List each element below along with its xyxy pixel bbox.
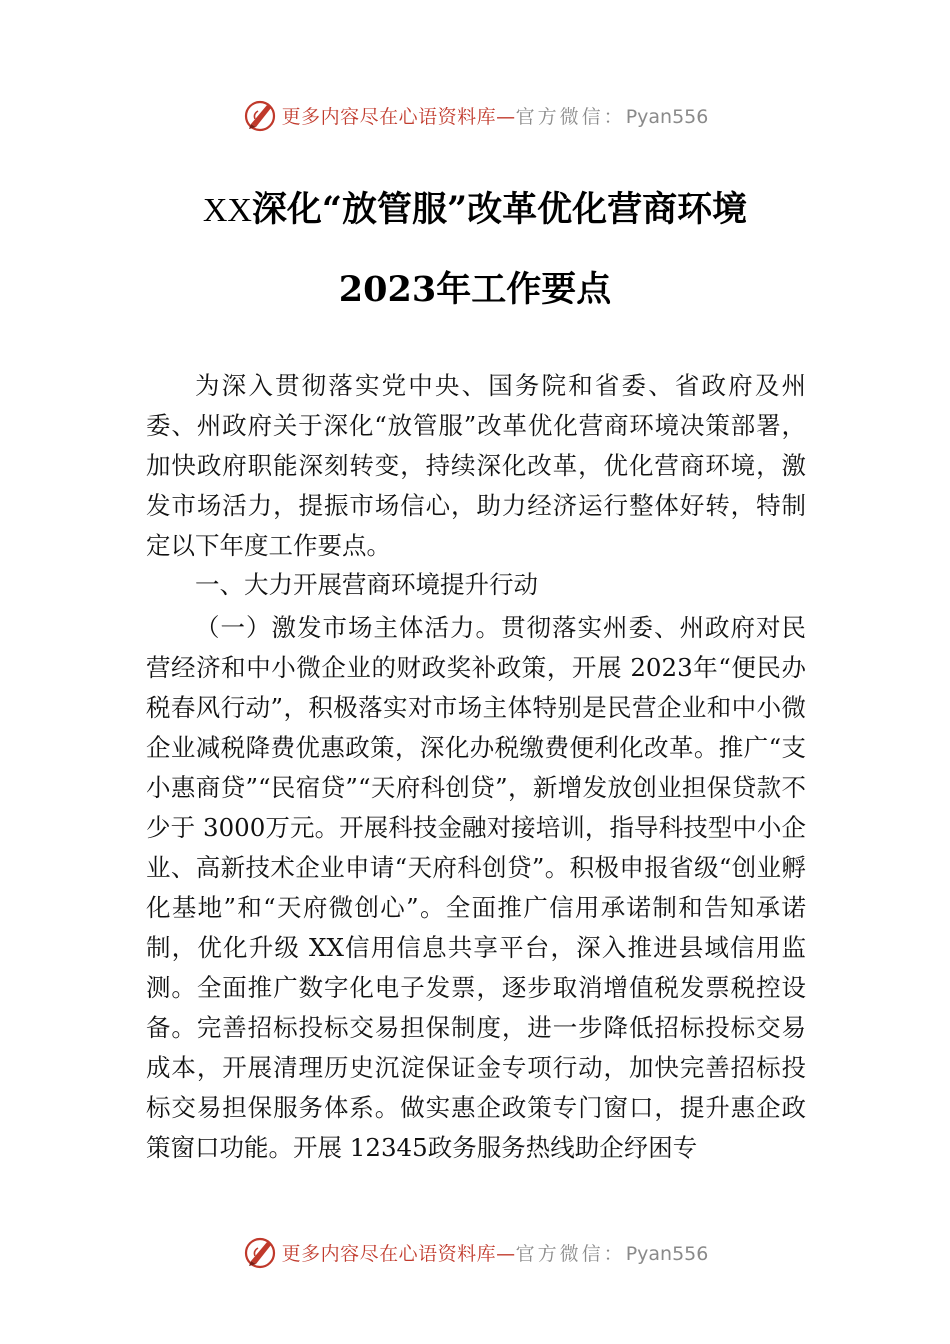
title-line1: 深化“放管服”改革优化营商环境 [251,189,748,230]
footer-watermark [0,1230,950,1274]
pen-logo-icon [242,1234,278,1270]
header-watermark [0,93,950,137]
watermark-text: 更多内容尽在心语资料库—官方微信：Pyan556 [281,1242,709,1265]
pen-logo-icon [242,97,278,133]
watermark-text: 更多内容尽在心语资料库—官方微信：Pyan556 [281,105,709,128]
section1-item1-text: （一）激发市场主体活力。贯彻落实州委、州政府对民营经济和中小微企业的财政奖补政策，开展 2023年“便民办税春风行动”，积极落实对市场主体特别是民营企业和中小微企业减税降费优惠政策，深化办税缴费便利化改革。推广“支小惠商贷”“民宿贷”“天府科创贷”，新增发放创业担保贷款不少于 3000万元。开展科技金融对接培训，指导科技型中小企业、高新技术企业申请“天府科创贷”。积极申报省级“创业孵化基地”和“天府微创⼼”。全面推广信用承诺制和告知承诺制，优化升级 XX信用信息共享平台，深入推进县域信用监测。全面推广数字化电子发票，逐步取消增值税发票税控设备。完善招标投标交易担保制度，进一步降低招标投标交易成本，开展清理历史沉淀保证金专项行动，加快完善招标投标交易担保服务体系。做实惠企政策专门窗口，提升惠企政策窗口功能。开展 12345政务服务热线助企纾困专 [146,613,806,1162]
document-title [0,182,950,232]
intro-text: 为深入贯彻落实党中央、国务院和省委、省政府及州委、州政府关于深化“放管服”改革优化营商环境决策部署，加快政府职能深刻转变，持续深化改革，优化营商环境，激发市场活力，提振市场信心，助力经济运行整体好转，特制定以下年度工作要点。 [146,371,806,560]
section1-item1-paragraph [146,608,806,1168]
section-heading [146,565,806,605]
document-subtitle: 2023年工作要点 [338,269,612,310]
title-prefix: XX [202,192,252,229]
section1-heading: 一、大力开展营商环境提升行动 [195,570,538,599]
intro-paragraph [146,366,806,566]
